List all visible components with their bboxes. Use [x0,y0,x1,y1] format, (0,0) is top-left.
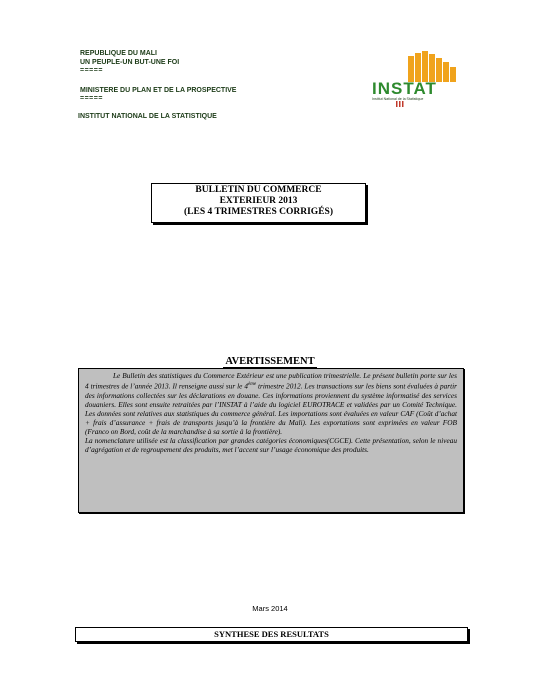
section-title: SYNTHESE DES RESULTATS [214,629,329,639]
title-line-3: (LES 4 TRIMESTRES CORRIGÉS) [184,207,333,217]
avertissement-box [78,368,464,513]
ministry-block [80,86,236,103]
logo-caption: Institut National de la Statistique [372,97,424,101]
separator: ===== [80,67,103,74]
instat-logo [370,46,462,108]
logo-text: INSTAT [372,79,437,98]
avertissement-paragraph-2: La nomenclature utilisée est la classification par grandes catégories économiques(CGCE). Cette présentation, selon le niveau d’agrégation et de regroupement des produits, met l’accent sur l’usage économique des produits. [85,436,457,455]
national-motto: UN PEUPLE-UN BUT-UNE FOI [80,59,180,66]
institute-name: INSTITUT NATIONAL DE LA STATISTIQUE [78,113,217,120]
section-title-box [75,627,468,642]
bulletin-title-box [151,183,366,223]
avertissement-heading: AVERTISSEMENT [225,356,315,367]
publication-date: Mars 2014 [252,604,288,613]
title-line-2: EXTERIEUR 2013 [219,196,298,206]
instat-logo-icon [370,46,462,108]
header-block [80,49,179,75]
ministry-name: MINISTERE DU PLAN ET DE LA PROSPECTIVE [80,87,237,94]
title-line-1: BULLETIN DU COMMERCE [195,185,322,195]
separator: ===== [80,95,103,102]
country-name: REPUBLIQUE DU MALI [80,50,157,57]
avertissement-paragraph-1: Le Bulletin des statistiques du Commerce Extérieur est une publication trimestrielle. Le présent bulletin porte sur les 4 trimestres de l’année 2013. Il renseigne aussi sur le 4ème trimestre 2012. Les transactions sur les biens sont évaluées à partir des informations collectées sur les déclarations en douane. Ces informations proviennent du système informatisé des services douaniers. Elles sont ensuite retraitées par l’INSTAT à l’aide du logiciel EUROTRACE et validées par un Comité Technique. Les données sont relatives aux statistiques du commerce général. Les importations sont évaluées en valeur CAF (Coût d’achat + frais d’assurance + frais de transports jusqu’à la frontière du Mali). Les exportations sont exprimées en valeur FOB (Franco on Bord, coût de la marchandise à sa sortie à la frontière). [85,371,457,436]
